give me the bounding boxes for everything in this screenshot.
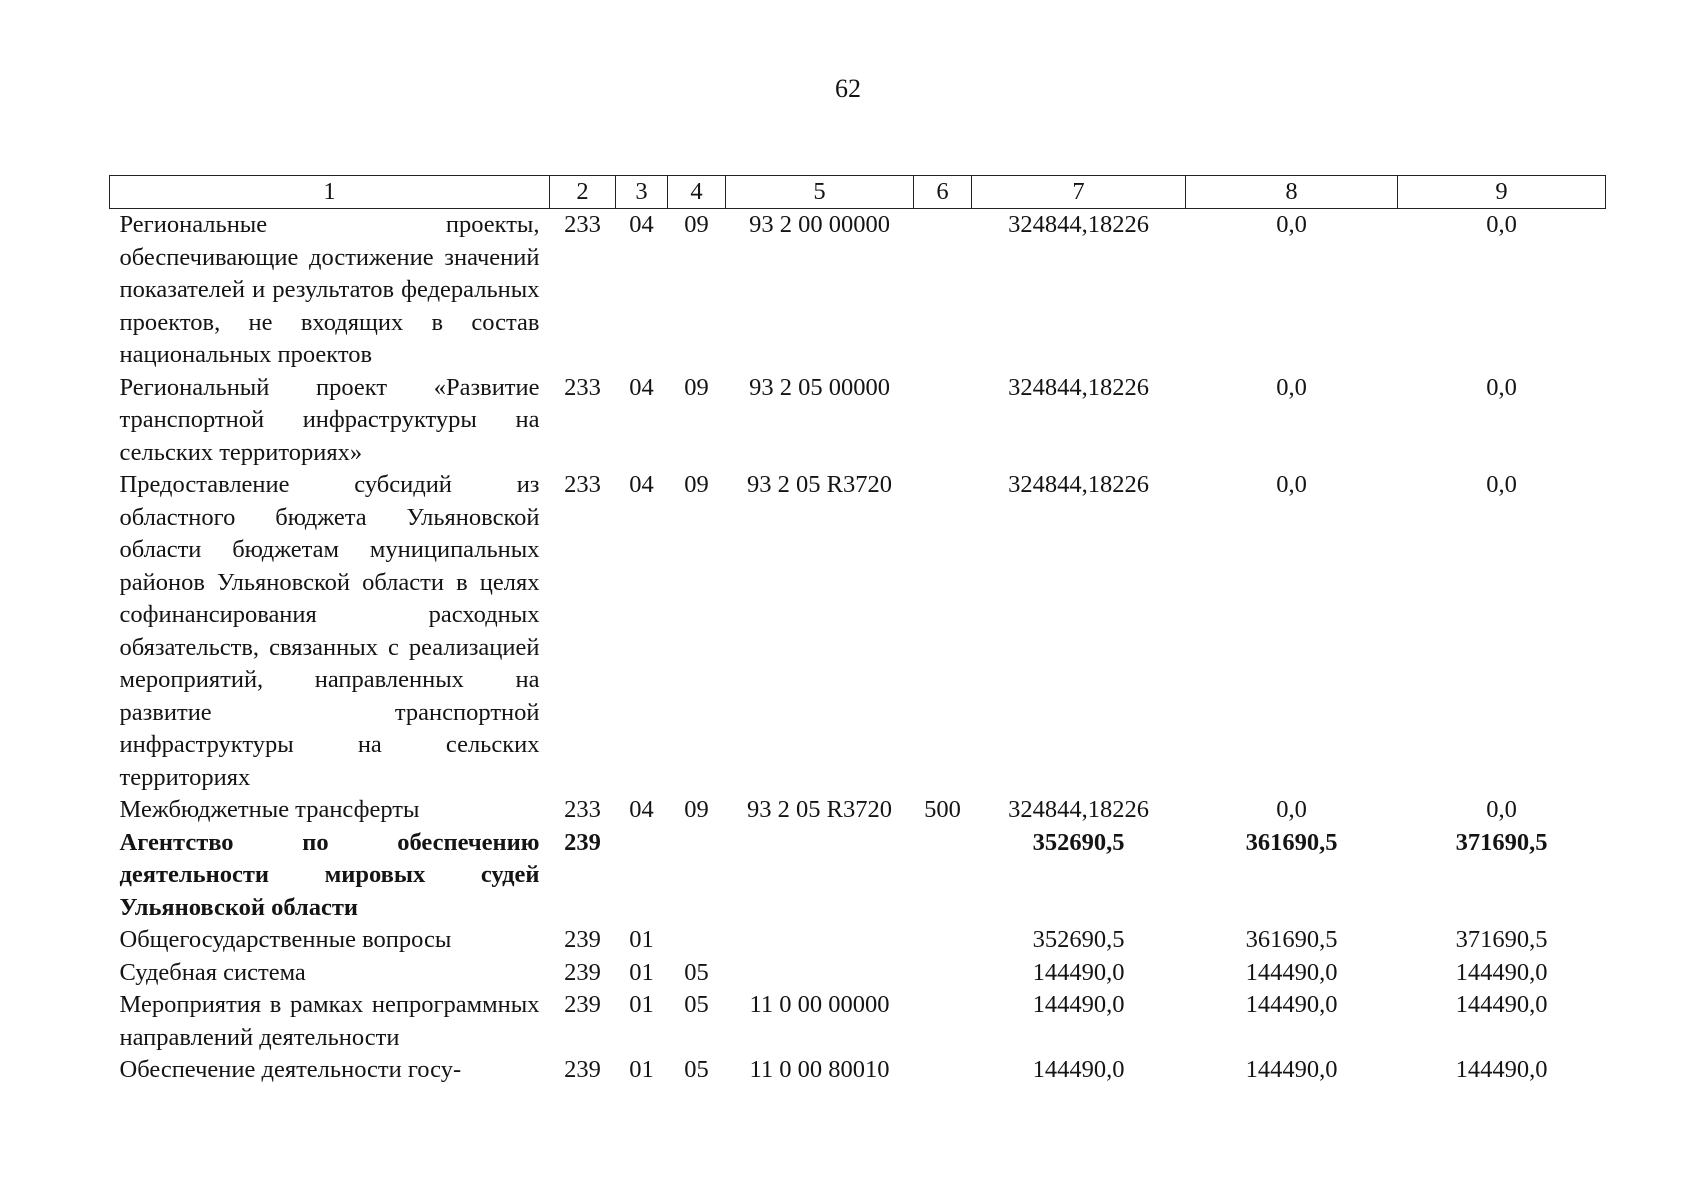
header-cell: 4	[668, 176, 726, 209]
row-name-cell: Мероприятия в рамках непрограммных направлений деятельности	[119, 991, 540, 1051]
row-section-cell: 04	[629, 471, 654, 498]
header-cell: 6	[914, 176, 972, 209]
row-amount-3-cell: 144490,0	[1455, 1056, 1548, 1083]
row-target-article-cell: 93 2 05 R3720	[747, 796, 892, 823]
page-number: 62	[835, 74, 861, 103]
header-cell: 5	[726, 176, 914, 209]
row-expense-type-cell: 500	[924, 796, 961, 823]
row-section-cell: 04	[629, 373, 654, 401]
row-name-cell: Обеспечение деятельности госу-	[119, 1056, 462, 1083]
row-subsection-cell: 09	[684, 471, 709, 498]
row-subsection-cell	[668, 924, 726, 957]
row-grbs-cell: 233	[564, 373, 601, 401]
row-section-cell: 01	[629, 958, 654, 986]
row-amount-2-cell: 361690,5	[1245, 828, 1338, 856]
row-target-article-cell: 93 2 05 R3720	[747, 471, 892, 498]
budget-table	[109, 175, 1606, 1087]
row-amount-3-cell: 0,0	[1486, 373, 1517, 401]
row-amount-1-cell: 324844,18226	[1008, 373, 1149, 401]
table-row	[110, 794, 1606, 827]
row-expense-type-cell	[914, 209, 972, 372]
row-grbs-cell: 239	[564, 1056, 601, 1083]
row-expense-type-cell	[914, 957, 972, 990]
row-target-article-cell: 11 0 00 80010	[749, 1056, 890, 1083]
row-target-article-cell: 93 2 00 00000	[749, 211, 890, 238]
table-row	[110, 989, 1606, 1054]
table-row	[110, 372, 1606, 470]
row-amount-3-cell: 144490,0	[1455, 958, 1548, 986]
row-amount-3-cell: 0,0	[1486, 796, 1517, 823]
row-amount-1-cell: 144490,0	[1032, 1056, 1125, 1083]
header-cell: 1	[110, 176, 550, 209]
row-section-cell: 01	[629, 991, 654, 1018]
table-row	[110, 827, 1606, 925]
row-amount-1-cell: 324844,18226	[1008, 796, 1149, 823]
row-subsection-cell: 09	[684, 796, 709, 823]
row-name-cell: Региональные проекты, обеспечивающие достижение значений показателей и результатов федеральных проектов, не входящих в состав национальных проектов	[119, 211, 540, 368]
row-amount-1-cell: 352690,5	[1032, 828, 1125, 856]
row-target-article-cell: 11 0 00 00000	[749, 991, 890, 1018]
row-amount-1-cell: 144490,0	[1032, 958, 1125, 986]
row-amount-2-cell: 0,0	[1276, 796, 1307, 823]
table-body	[110, 209, 1606, 1087]
table-row	[110, 924, 1606, 957]
row-expense-type-cell	[914, 827, 972, 925]
row-name-cell: Агентство по обеспечению деятельности мировых судей Ульяновской области	[119, 828, 540, 921]
row-expense-type-cell	[914, 372, 972, 470]
table-row	[110, 957, 1606, 990]
row-amount-2-cell: 361690,5	[1245, 926, 1338, 953]
row-amount-3-cell: 144490,0	[1455, 991, 1548, 1018]
row-section-cell: 01	[629, 1056, 654, 1083]
row-target-article-cell: 93 2 05 00000	[749, 373, 890, 401]
row-amount-2-cell: 144490,0	[1245, 991, 1338, 1018]
row-section-cell: 04	[629, 796, 654, 823]
row-amount-3-cell: 371690,5	[1455, 926, 1548, 953]
row-section-cell	[616, 827, 668, 925]
row-name-cell: Межбюджетные трансферты	[119, 796, 420, 823]
row-amount-1-cell: 324844,18226	[1008, 471, 1149, 498]
row-amount-2-cell: 144490,0	[1245, 958, 1338, 986]
table-header-row	[110, 176, 1606, 209]
row-amount-2-cell: 144490,0	[1245, 1056, 1338, 1083]
row-name-cell: Предоставление субсидий из областного бюджета Ульяновской области бюджетам муниципальных районов Ульяновской области в целях софинансирования расходных обязательств, связанных с реализацией мероприятий, направленных на развитие транспортной инфраструктуры на сельских территориях	[119, 471, 540, 791]
row-name-cell: Общегосударственные вопросы	[119, 926, 452, 953]
row-subsection-cell: 09	[684, 373, 709, 401]
row-target-article-cell	[726, 924, 914, 957]
row-expense-type-cell	[914, 1054, 972, 1087]
row-amount-2-cell: 0,0	[1276, 373, 1307, 401]
row-expense-type-cell	[914, 989, 972, 1054]
row-amount-1-cell: 352690,5	[1032, 926, 1125, 953]
header-cell: 3	[616, 176, 668, 209]
row-subsection-cell	[668, 827, 726, 925]
row-amount-2-cell: 0,0	[1276, 471, 1307, 498]
header-cell: 7	[972, 176, 1186, 209]
table-row	[110, 1054, 1606, 1087]
row-name-cell: Региональный проект «Развитие транспортной инфраструктуры на сельских территориях»	[119, 373, 540, 466]
row-grbs-cell: 239	[564, 828, 601, 856]
row-grbs-cell: 233	[564, 796, 601, 823]
row-section-cell: 01	[629, 926, 654, 953]
row-grbs-cell: 239	[564, 958, 601, 986]
row-target-article-cell	[726, 957, 914, 990]
row-subsection-cell: 09	[684, 211, 709, 238]
table-row	[110, 469, 1606, 794]
row-amount-1-cell: 144490,0	[1032, 991, 1125, 1018]
row-expense-type-cell	[914, 924, 972, 957]
row-grbs-cell: 233	[564, 471, 601, 498]
row-subsection-cell: 05	[684, 1056, 709, 1083]
row-amount-3-cell: 0,0	[1486, 211, 1517, 238]
row-name-cell: Судебная система	[119, 958, 306, 986]
header-cell: 2	[550, 176, 616, 209]
row-section-cell: 04	[629, 211, 654, 238]
row-amount-3-cell: 371690,5	[1455, 828, 1548, 856]
row-amount-1-cell: 324844,18226	[1008, 211, 1149, 238]
row-subsection-cell: 05	[684, 991, 709, 1018]
header-cell: 8	[1186, 176, 1398, 209]
row-grbs-cell: 239	[564, 926, 601, 953]
row-grbs-cell: 239	[564, 991, 601, 1018]
row-target-article-cell	[726, 827, 914, 925]
row-expense-type-cell	[914, 469, 972, 794]
row-grbs-cell: 233	[564, 211, 601, 238]
row-subsection-cell: 05	[684, 958, 709, 986]
row-amount-2-cell: 0,0	[1276, 211, 1307, 238]
header-cell: 9	[1398, 176, 1606, 209]
row-amount-3-cell: 0,0	[1486, 471, 1517, 498]
table-row	[110, 209, 1606, 372]
